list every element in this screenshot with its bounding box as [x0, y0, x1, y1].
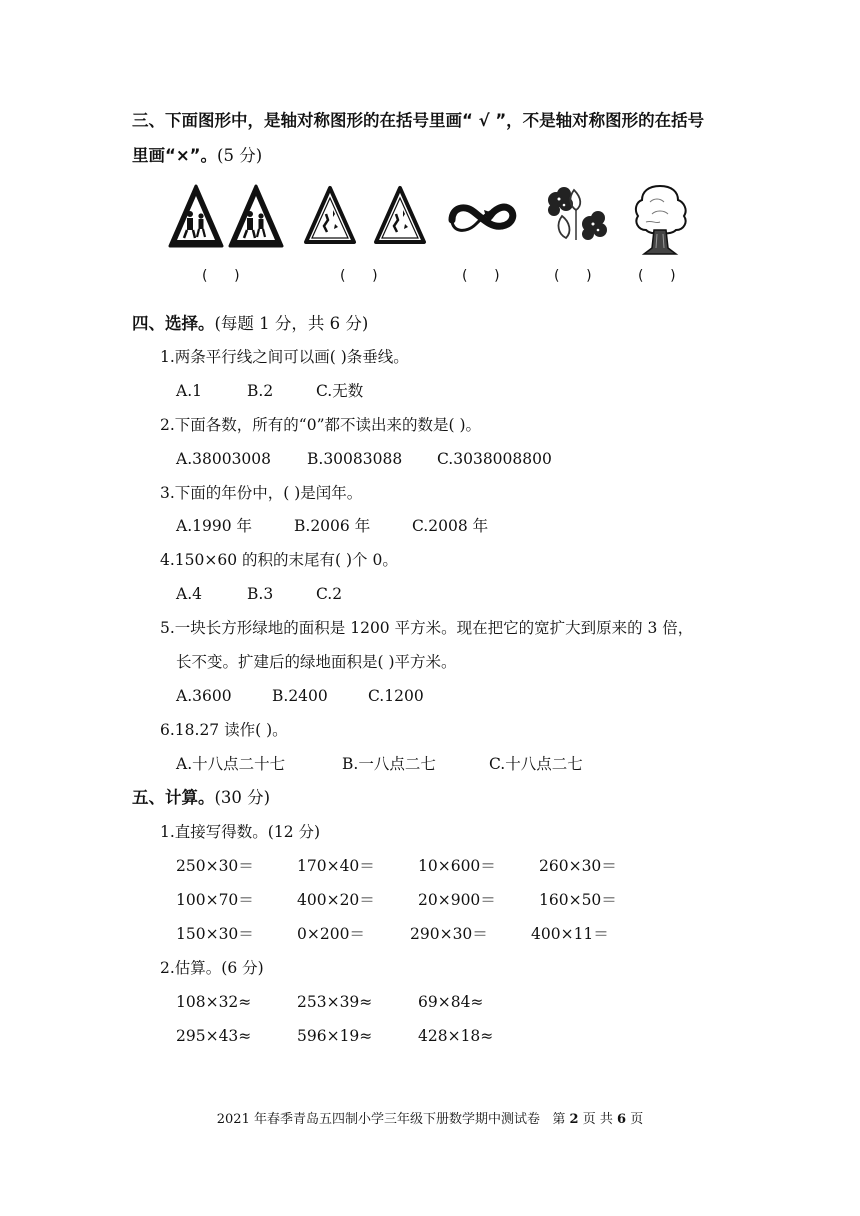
option-b[interactable]: B.3 [247, 585, 274, 603]
estimate-item: 295×43≈ [176, 1027, 252, 1045]
option-b[interactable]: B.2400 [272, 687, 328, 705]
estimate-item: 253×39≈ [297, 993, 373, 1011]
question-text: 1.两条平行线之间可以画( )条垂线。 [160, 348, 409, 366]
footer-page-total: 6 [617, 1112, 627, 1127]
option-a[interactable]: A.十八点二十七 [176, 755, 286, 773]
figure-answer-paren[interactable]: ( ) [340, 268, 378, 284]
part2-title: 2.估算。(6 分) [160, 959, 264, 977]
estimate-item: 596×19≈ [297, 1027, 373, 1045]
swirl-arrow-icon [444, 180, 524, 252]
question-text-continued: 长不变。扩建后的绿地面积是( )平方米。 [176, 653, 457, 671]
calc-item: 160×50＝ [539, 891, 617, 909]
estimate-item: 108×32≈ [176, 993, 252, 1011]
figure-answer-paren[interactable]: ( ) [462, 268, 500, 284]
question-text: 4.150×60 的积的末尾有( )个 0。 [160, 551, 398, 569]
question-text: 5.一块长方形绿地的面积是 1200 平方米。现在把它的宽扩大到原来的 3 倍， [160, 619, 694, 637]
calc-item: 10×600＝ [418, 857, 496, 875]
option-c[interactable]: C.1200 [368, 687, 424, 705]
footer-page-current: 2 [569, 1112, 579, 1127]
section5-title [132, 787, 270, 809]
falling-rocks-sign-icon [302, 180, 430, 252]
section5-title-text: 五、计算。 [132, 788, 215, 807]
option-c[interactable]: C.十八点二七 [489, 755, 583, 773]
calc-item: 150×30＝ [176, 925, 254, 943]
question-text: 3.下面的年份中，( )是闰年。 [160, 484, 363, 502]
calc-item: 250×30＝ [176, 857, 254, 875]
pedestrians-crossing-sign-icon [168, 180, 284, 252]
option-a[interactable]: A.3600 [176, 687, 232, 705]
section4-title-text: 四、选择。 [132, 314, 215, 333]
footer-page-prefix: 第 [552, 1112, 566, 1127]
footer-page-suffix: 页 [630, 1112, 644, 1127]
section3-title-text1: 三、下面图形中，是轴对称图形的在括号里画“ √ ”，不是轴对称图形的在括号 [132, 111, 705, 130]
calc-item: 290×30＝ [410, 925, 488, 943]
calc-item: 20×900＝ [418, 891, 496, 909]
option-a[interactable]: A.1990 年 [176, 517, 252, 535]
section3-title-line1 [132, 110, 704, 132]
option-b[interactable]: B.2006 年 [294, 517, 371, 535]
calc-item: 400×11＝ [531, 925, 609, 943]
page-footer [0, 1111, 860, 1129]
option-c[interactable]: C.2008 年 [412, 517, 489, 535]
tree-icon [630, 182, 690, 258]
figure-answer-paren[interactable]: ( ) [638, 268, 676, 284]
option-b[interactable]: B.2 [247, 382, 274, 400]
section3-title-line2 [132, 145, 262, 167]
footer-title: 2021 年春季青岛五四制小学三年级下册数学期中测试卷 [216, 1112, 540, 1127]
estimate-item: 69×84≈ [418, 993, 484, 1011]
calc-item: 0×200＝ [297, 925, 365, 943]
section4-points: (每题 1 分，共 6 分) [214, 314, 369, 333]
calc-item: 170×40＝ [297, 857, 375, 875]
section5-points: (30 分) [214, 788, 271, 807]
footer-page-mid: 页 共 [582, 1112, 613, 1127]
section4-title [132, 313, 368, 335]
part1-title: 1.直接写得数。(12 分) [160, 823, 321, 841]
flower-bouquet-icon [542, 180, 614, 252]
option-b[interactable]: B.30083088 [307, 450, 403, 468]
option-a[interactable]: A.38003008 [176, 450, 272, 468]
question-text: 2.下面各数，所有的“0”都不读出来的数是( )。 [160, 416, 482, 434]
calc-item: 260×30＝ [539, 857, 617, 875]
figure-answer-paren[interactable]: ( ) [554, 268, 592, 284]
option-c[interactable]: C.3038008800 [437, 450, 552, 468]
option-b[interactable]: B.一八点二七 [342, 755, 436, 773]
question-text: 6.18.27 读作( )。 [160, 721, 288, 739]
estimate-item: 428×18≈ [418, 1027, 494, 1045]
figure-answer-paren[interactable]: ( ) [202, 268, 240, 284]
option-a[interactable]: A.4 [176, 585, 202, 603]
option-c[interactable]: C.无数 [316, 382, 364, 400]
option-a[interactable]: A.1 [176, 382, 202, 400]
calc-item: 400×20＝ [297, 891, 375, 909]
option-c[interactable]: C.2 [316, 585, 343, 603]
calc-item: 100×70＝ [176, 891, 254, 909]
section3-title-text2: 里画“×”。 [132, 146, 218, 165]
section3-points: (5 分) [217, 146, 263, 165]
